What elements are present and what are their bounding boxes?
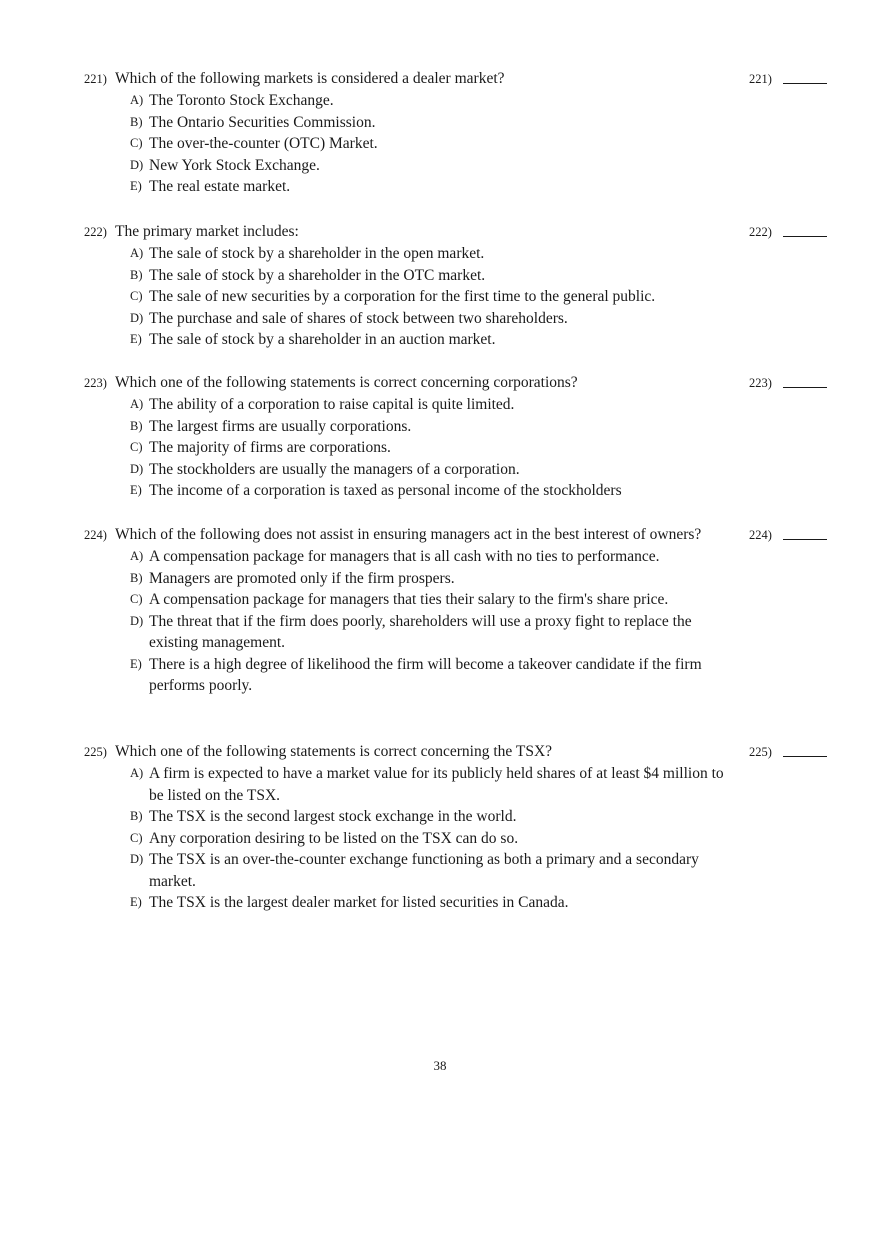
option-d bbox=[84, 849, 735, 892]
question-text: Which one of the following statements is correct concerning corporations? bbox=[115, 374, 578, 391]
option-text: A compensation package for managers that ties their salary to the firm's share price. bbox=[149, 591, 669, 608]
option-letter: C) bbox=[130, 136, 143, 150]
question-number: 222) bbox=[84, 225, 107, 239]
option-letter: D) bbox=[130, 157, 144, 172]
option-a bbox=[84, 546, 735, 568]
option-letter: D) bbox=[130, 613, 144, 628]
option-letter: A) bbox=[130, 93, 144, 107]
option-text: The over-the-counter (OTC) Market. bbox=[149, 135, 378, 152]
option-letter: A) bbox=[130, 766, 144, 780]
option-d bbox=[84, 459, 735, 481]
option-list bbox=[84, 546, 828, 697]
option-a bbox=[84, 90, 735, 112]
option-text: A compensation package for managers that is all cash with no ties to performance. bbox=[149, 548, 660, 565]
answer-line bbox=[783, 756, 827, 757]
answer-blank[interactable] bbox=[749, 741, 829, 763]
option-text: New York Stock Exchange. bbox=[149, 156, 320, 174]
option-letter: B) bbox=[130, 809, 143, 823]
option-e bbox=[84, 654, 735, 697]
option-d bbox=[84, 611, 735, 654]
option-c bbox=[84, 828, 735, 850]
question-224 bbox=[84, 524, 828, 697]
option-b bbox=[84, 265, 735, 287]
option-letter: B) bbox=[130, 267, 143, 282]
option-b bbox=[84, 112, 735, 134]
option-letter: E) bbox=[130, 332, 142, 346]
option-c bbox=[84, 437, 735, 459]
option-text: There is a high degree of likelihood the firm will become a takeover candidate if the firm performs poorly. bbox=[149, 655, 702, 694]
option-letter: C) bbox=[130, 830, 143, 845]
question-text: The primary market includes: bbox=[115, 223, 299, 240]
option-text: The sale of stock by a shareholder in an auction market. bbox=[149, 331, 496, 348]
question-stem bbox=[84, 221, 735, 243]
question-number: 223) bbox=[84, 376, 107, 390]
option-letter: D) bbox=[130, 310, 144, 325]
option-letter: B) bbox=[130, 114, 143, 129]
option-text: A firm is expected to have a market value for its publicly held shares of at least $4 million to be listed on the TSX. bbox=[149, 765, 724, 804]
option-a bbox=[84, 763, 735, 806]
option-b bbox=[84, 416, 735, 438]
answer-blank[interactable] bbox=[749, 68, 829, 90]
answer-line bbox=[783, 539, 827, 540]
option-text: The income of a corporation is taxed as personal income of the stockholders bbox=[149, 482, 622, 499]
question-text: Which of the following markets is considered a dealer market? bbox=[115, 70, 505, 87]
question-221 bbox=[84, 68, 828, 198]
option-d bbox=[84, 308, 735, 330]
answer-blank-label: 223) bbox=[749, 376, 772, 390]
question-223 bbox=[84, 372, 828, 502]
option-text: The stockholders are usually the managers of a corporation. bbox=[149, 460, 520, 478]
option-letter: E) bbox=[130, 179, 142, 193]
option-text: The threat that if the firm does poorly, shareholders will use a proxy fight to replace the existing management. bbox=[149, 612, 692, 651]
page-number: 38 bbox=[433, 1058, 447, 1073]
option-e bbox=[84, 329, 735, 351]
question-number: 221) bbox=[84, 72, 107, 86]
answer-line bbox=[783, 387, 827, 388]
question-text: Which one of the following statements is correct concerning the TSX? bbox=[115, 743, 553, 760]
answer-blank-label: 224) bbox=[749, 528, 772, 542]
option-text: The Toronto Stock Exchange. bbox=[149, 92, 334, 109]
option-letter: C) bbox=[130, 289, 143, 303]
option-text: The TSX is the second largest stock exchange in the world. bbox=[149, 808, 517, 825]
question-222 bbox=[84, 221, 828, 351]
question-number: 224) bbox=[84, 528, 107, 542]
option-c bbox=[84, 589, 735, 611]
option-text: The largest firms are usually corporations. bbox=[149, 417, 412, 435]
option-text: The TSX is an over-the-counter exchange functioning as both a primary and a secondary market. bbox=[149, 851, 699, 890]
option-letter: D) bbox=[130, 461, 144, 476]
answer-blank[interactable] bbox=[749, 372, 829, 394]
option-text: The real estate market. bbox=[149, 178, 291, 195]
answer-blank-label: 225) bbox=[749, 745, 772, 759]
question-stem bbox=[84, 524, 735, 546]
question-stem bbox=[84, 68, 735, 90]
question-number: 225) bbox=[84, 745, 107, 759]
option-letter: A) bbox=[130, 397, 144, 411]
option-list bbox=[84, 394, 828, 502]
option-letter: E) bbox=[130, 895, 142, 909]
answer-line bbox=[783, 236, 827, 237]
option-letter: C) bbox=[130, 592, 143, 606]
option-letter: B) bbox=[130, 418, 143, 433]
option-letter: E) bbox=[130, 483, 142, 497]
option-c bbox=[84, 286, 735, 308]
option-e bbox=[84, 892, 735, 914]
option-letter: B) bbox=[130, 570, 143, 585]
option-text: The purchase and sale of shares of stock between two shareholders. bbox=[149, 309, 568, 327]
option-text: The majority of firms are corporations. bbox=[149, 439, 391, 456]
answer-blank-label: 222) bbox=[749, 225, 772, 239]
option-text: The sale of stock by a shareholder in the open market. bbox=[149, 245, 485, 262]
option-letter: A) bbox=[130, 549, 144, 563]
option-b bbox=[84, 568, 735, 590]
answer-blank[interactable] bbox=[749, 524, 829, 546]
option-letter: E) bbox=[130, 656, 142, 671]
option-d bbox=[84, 155, 735, 177]
option-e bbox=[84, 480, 735, 502]
option-text: Managers are promoted only if the firm prospers. bbox=[149, 569, 455, 587]
option-b bbox=[84, 806, 735, 828]
option-text: The Ontario Securities Commission. bbox=[149, 113, 376, 131]
option-text: The ability of a corporation to raise capital is quite limited. bbox=[149, 396, 515, 413]
option-a bbox=[84, 243, 735, 265]
option-a bbox=[84, 394, 735, 416]
question-225 bbox=[84, 741, 828, 914]
option-text: Any corporation desiring to be listed on the TSX can do so. bbox=[149, 829, 519, 847]
option-e bbox=[84, 176, 735, 198]
option-text: The sale of new securities by a corporation for the first time to the general public. bbox=[149, 288, 656, 305]
option-text: The sale of stock by a shareholder in the OTC market. bbox=[149, 266, 486, 284]
option-list bbox=[84, 763, 828, 914]
option-letter: C) bbox=[130, 440, 143, 454]
question-text: Which of the following does not assist in ensuring managers act in the best interest of owners? bbox=[115, 526, 702, 543]
option-text: The TSX is the largest dealer market for listed securities in Canada. bbox=[149, 894, 569, 911]
question-stem bbox=[84, 372, 735, 394]
answer-blank-label: 221) bbox=[749, 72, 772, 86]
option-letter: D) bbox=[130, 852, 144, 866]
option-letter: A) bbox=[130, 246, 144, 260]
answer-line bbox=[783, 83, 827, 84]
question-stem bbox=[84, 741, 735, 763]
answer-blank[interactable] bbox=[749, 221, 829, 243]
option-list bbox=[84, 90, 828, 198]
option-c bbox=[84, 133, 735, 155]
option-list bbox=[84, 243, 828, 351]
